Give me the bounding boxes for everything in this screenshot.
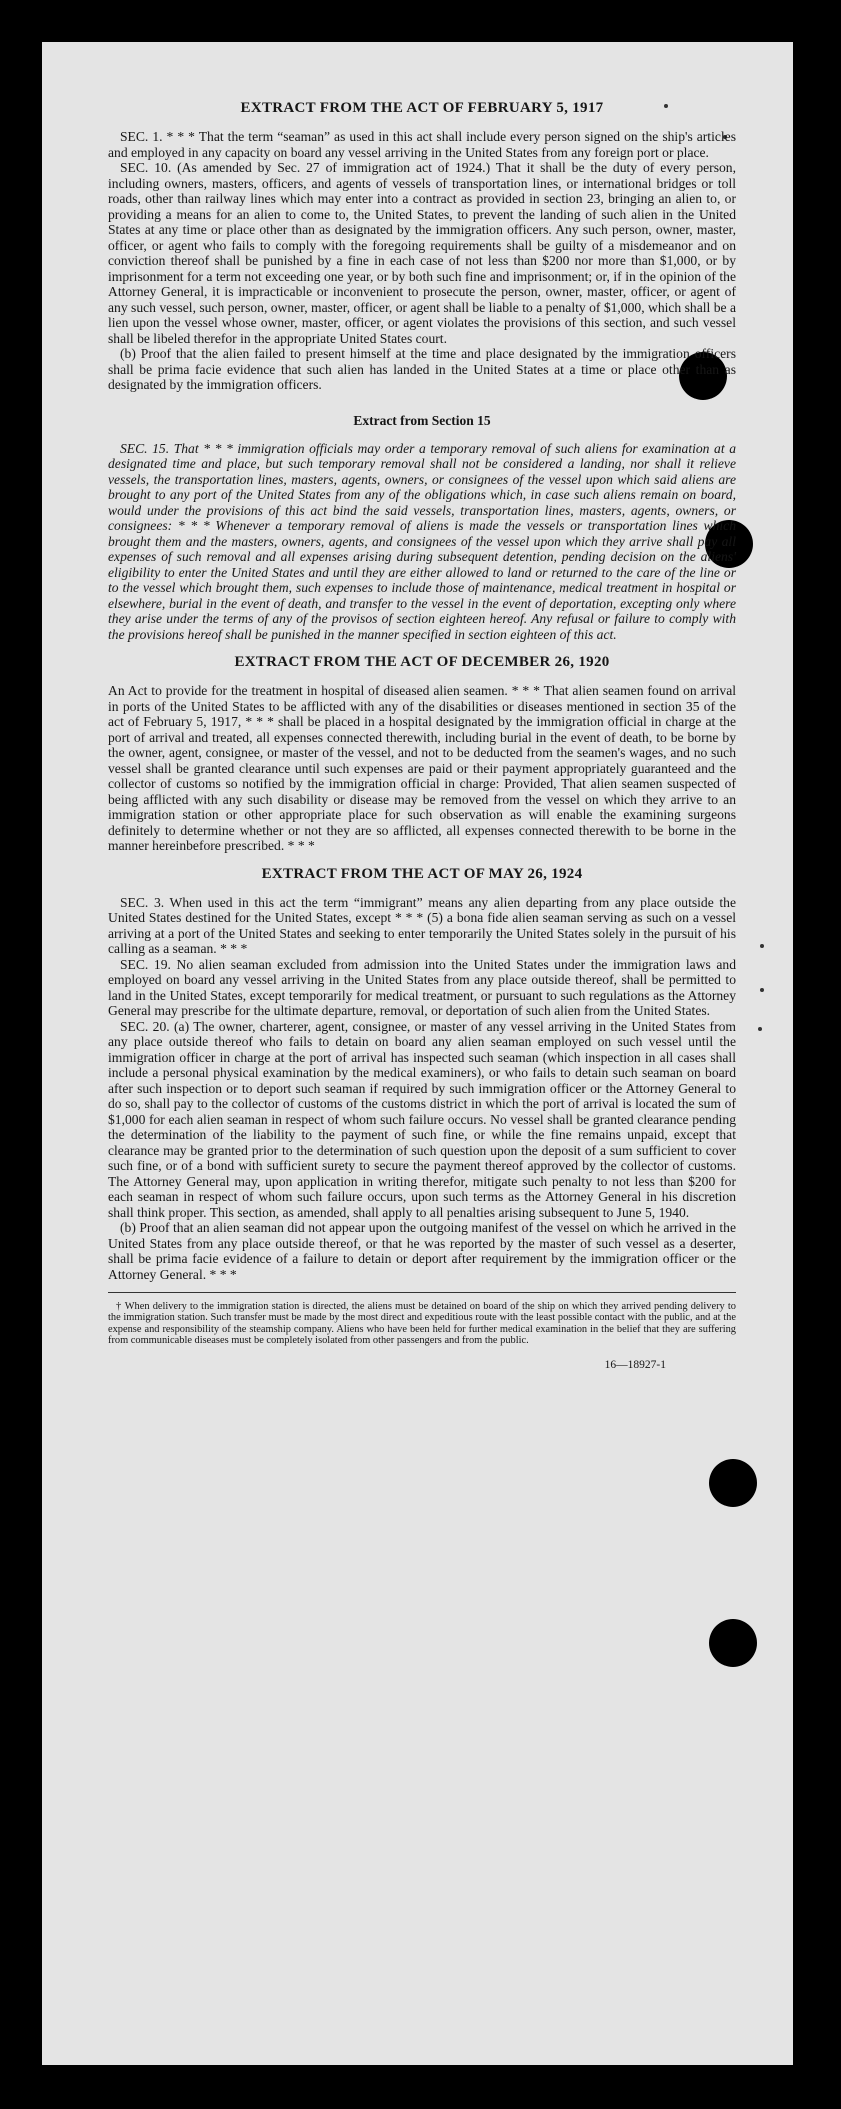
paragraph-sec-3: SEC. 3. When used in this act the term “immigrant” means any alien departing from any place outside the United States destined for the United States, except * * * (5) a bona fide alien seaman serving as such on a vessel arriving at a port of the United States and seeking to enter temporarily the United States solely in the pursuit of his calling as a seaman. * * *	[108, 894, 736, 956]
document-text	[108, 100, 736, 1371]
paragraph-sec-10-b: (b) Proof that the alien failed to present himself at the time and place designated by the immigration officers shall be prima facie evidence that such alien has landed in the United States at a time or place other than as designated by the immigration officers.	[108, 346, 736, 392]
paragraph-sec-15: SEC. 15. That * * * immigration officials may order a temporary removal of such aliens for examination at a designated time and place, but such temporary removal shall not be considered a landing, nor shall it relieve vessels, the transportation lines, masters, agents, owners, or consignees of the vessel upon which said aliens are brought to any port of the United States from any of the obligations which, in case such aliens remain on board, would under the provisions of this act bind the said vessels, transportation lines, masters, agents, owners, or consignees: * * * Whenever a temporary removal of aliens is made the vessels or transportation lines which brought them and the masters, owners, agents, and consignees of the vessel upon which they arrive shall pay all expenses of such removal and all expenses arising during subsequent detention, pending decision on the aliens' eligibility to enter the United States and until they are either allowed to land or returned to the care of the line or to the vessel which brought them, such expenses to include those of maintenance, medical treatment in hospital or elsewhere, burial in the event of death, and transfer to the vessel in the event of deportation, excepting only where they arise under the terms of any of the provisos of section eighteen hereof. Any refusal or failure to comply with the provisions hereof shall be punished in the manner specified in section eighteen of this act.	[108, 440, 736, 642]
heading-act-1924: EXTRACT FROM THE ACT OF MAY 26, 1924	[261, 865, 583, 882]
speck	[758, 1027, 762, 1031]
footnote	[108, 1292, 736, 1347]
heading-act-1917: EXTRACT FROM THE ACT OF FEBRUARY 5, 1917	[240, 100, 604, 116]
paragraph-sec-1: SEC. 1. * * * That the term “seaman” as used in this act shall include every person signed on the ship's articles and employed in any capacity on board any vessel arriving in the United States from any foreign port or place.	[108, 129, 736, 160]
speck	[760, 944, 764, 948]
speck	[760, 988, 764, 992]
paragraph-sec-19: SEC. 19. No alien seaman excluded from admission into the United States under the immigration laws and employed on board any vessel arriving in the United States from any place outside thereof, shall be permitted to land in the United States, except temporarily for medical treatment, or pursuant to such regulations as the Attorney General may prescribe for the ultimate departure, removal, or deportation of such alien from the United States.	[108, 956, 736, 1018]
form-number: 16—18927-1	[604, 1358, 666, 1371]
footnote-text: † When delivery to the immigration station is directed, the aliens must be detained on board of the ship on which they arrived pending delivery to the immigration station. Such transfer must be made by the most direct and expeditious route with the least possible contact with the public, and at the expense and responsibility of the steamship company. Aliens who have been held for further medical examination in the belief that they are suffering from communicable diseases must be completely isolated from other passengers and from the public.	[108, 1301, 736, 1347]
heading-act-1920: EXTRACT FROM THE ACT OF DECEMBER 26, 1920	[234, 654, 610, 670]
paragraph-act-1920: An Act to provide for the treatment in hospital of diseased alien seamen. * * * That alien seamen found on arrival in ports of the United States to be afflicted with any of the disabilities or diseases mentioned in section 35 of the act of February 5, 1917, * * * shall be placed in a hospital designated by the immigration official in charge at the port of arrival and treated, all expenses connected therewith, including burial in the event of death, to be borne by the owner, agent, consignee, or master of the vessel, and not to be deducted from the seamen's wages, and no such vessel shall be granted clearance until such expenses are paid or their payment appropriately guaranteed and the collector of customs so notified by the immigration official in charge: Provided, That alien seamen suspected of being afflicted with any such disability or disease may be removed from the vessel on which they arrive to an immigration station or other appropriate place for such observation as will enable the examining surgeons definitely to determine whether or not they are so afflicted, all expenses connected therewith to be borne in the manner hereinbefore prescribed. * * *	[108, 683, 736, 853]
punch-hole	[709, 1459, 757, 1507]
paragraph-sec-20-a: SEC. 20. (a) The owner, charterer, agent, consignee, or master of any vessel arriving in the United States from any place outside thereof who fails to detain on board any alien seaman employed on such vessel until the immigration officer in charge at the port of arrival has inspected such seaman (which inspection in all cases shall include a personal physical examination by the medical examiners), or who fails to detain such seaman on board after such inspection or to deport such seaman if required by such immigration officer or the Attorney General to do so, shall pay to the collector of customs of the customs district in which the port of arrival is located the sum of $1,000 for each alien seaman in respect of whom such failure occurs. No vessel shall be granted clearance pending the determination of the liability to the payment of such fine, or while the fine remains unpaid, except that clearance may be granted prior to the determination of such question upon the deposit of a sum sufficient to cover such fine, or of a bond with sufficient surety to secure the payment thereof approved by the collector of customs. The Attorney General may, upon application in writing therefor, mitigate such penalty to not less than $200 for each seaman in respect of whom such failure occurs, upon such terms as the Attorney General in his discretion shall think proper. This section, as amended, shall apply to all penalties arising subsequent to June 5, 1940.	[108, 1018, 736, 1220]
heading-section-15: Extract from Section 15	[353, 412, 491, 428]
paragraph-sec-20-b: (b) Proof that an alien seaman did not appear upon the outgoing manifest of the vessel on which he arrived in the United States from any place outside thereof, or that he was reported by the master of such vessel as a deserter, shall be prima facie evidence of a failure to detain or deport after requirement by the immigration officer or the Attorney General. * * *	[108, 1220, 736, 1282]
paragraph-sec-10: SEC. 10. (As amended by Sec. 27 of immigration act of 1924.) That it shall be the duty of every person, including owners, masters, officers, and agents of vessels of transportation lines, or international bridges or toll roads, other than railway lines which may enter into a contract as provided in section 23, bringing an alien to, or providing a means for an alien to come to, the United States, to prevent the landing of such alien in the United States at any time or place other than as designated by the immigration officers. Any such person, owner, master, officer, or agent who fails to comply with the foregoing requirements shall be guilty of a misdemeanor and on conviction thereof shall be punished by a fine in each case of not less than $200 nor more than $1,000, or by imprisonment for a term not exceeding one year, or by both such fine and imprisonment; or, if in the opinion of the Attorney General, it is impracticable or inconvenient to prosecute the person, owner, master, officer, or agent of any such vessel, such person, owner, master, officer, or agent shall be liable to a penalty of $1,000, which shall be a lien upon the vessel whose owner, master, officer, or agent violates the provisions of this section, and such vessel shall be libeled therefor in the appropriate United States court.	[108, 160, 736, 346]
punch-hole	[709, 1619, 757, 1667]
